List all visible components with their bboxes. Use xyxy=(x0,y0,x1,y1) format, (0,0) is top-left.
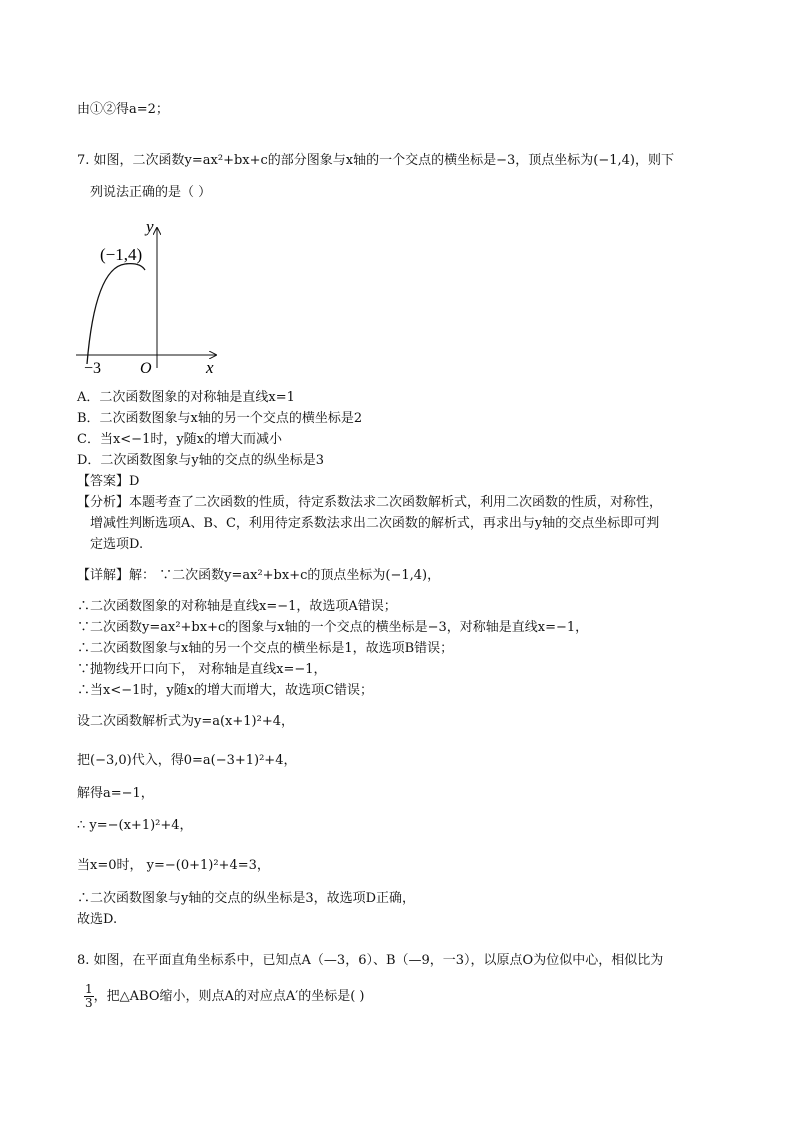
option-c: C．当x<−1时，y随x的增大而减小 xyxy=(77,432,283,447)
parabola-curve xyxy=(87,264,145,364)
detail-line-12: ∴二次函数图象与y轴的交点的纵坐标是3，故选项D正确， xyxy=(77,891,416,906)
detail-line-1: 【详解】解： ∵二次函数y=ax²+bx+c的顶点坐标为(−1,4)， xyxy=(77,568,441,583)
question-8-line-2-text: ，把△ABO缩小，则点A的对应点A′的坐标是( ) xyxy=(93,989,365,1004)
analysis-line-3: 定选项D. xyxy=(90,537,144,552)
y-axis-label: y xyxy=(146,218,154,236)
analysis-line-1: 【分析】本题考查了二次函数的性质，待定系数法求二次函数解析式，利用二次函数的性质，对称性， xyxy=(77,495,663,510)
detail-line-8: 把(−3,0)代入，得0=a(−3+1)²+4， xyxy=(77,753,297,768)
vertex-label: (−1,4) xyxy=(100,245,143,264)
origin-label: O xyxy=(140,360,152,377)
fraction-one-third xyxy=(84,983,94,1010)
parabola-figure xyxy=(70,218,230,378)
answer-line: 【答案】D xyxy=(77,474,140,489)
question-7-line-1: 7. 如图，二次函数y=ax²+bx+c的部分图象与x轴的一个交点的横坐标是−3，顶点坐标为(−1,4)，则下 xyxy=(77,153,674,168)
detail-line-13: 故选D. xyxy=(77,912,118,927)
option-b: B．二次函数图象与x轴的另一个交点的横坐标是2 xyxy=(77,411,363,426)
detail-line-7: 设二次函数解析式为y=a(x+1)²+4， xyxy=(77,714,295,729)
text-line: 由①②得a=2； xyxy=(77,102,169,117)
question-8-line-1: 8. 如图，在平面直角坐标系中，已知点A（—3，6）、B（—9，一3），以原点O为位似中心，相似比为 xyxy=(77,953,664,968)
detail-line-9: 解得a=−1， xyxy=(77,786,154,801)
fraction-numerator: 1 xyxy=(85,982,93,996)
detail-line-10: ∴ y=−(x+1)²+4， xyxy=(77,818,193,833)
detail-line-4: ∴二次函数图象与x轴的另一个交点的横坐标是1，故选项B错误； xyxy=(77,641,454,656)
root-label: −3 xyxy=(84,360,102,377)
option-d: D．二次函数图象与y轴的交点的纵坐标是3 xyxy=(77,453,325,468)
detail-line-11: 当x=0时， y=−(0+1)²+4=3， xyxy=(77,858,270,873)
x-axis-label: x xyxy=(206,358,214,377)
detail-line-2: ∴二次函数图象的对称轴是直线x=−1，故选项A错误； xyxy=(77,599,397,614)
question-7-line-2: 列说法正确的是（ ） xyxy=(90,185,212,200)
detail-line-5: ∵抛物线开口向下， 对称轴是直线x=−1， xyxy=(77,662,327,677)
analysis-line-2: 增减性判断选项A、B、C，利用待定系数法求出二次函数的解析式，再求出与y轴的交点坐标即可判 xyxy=(90,516,660,531)
detail-line-3: ∵二次函数y=ax²+bx+c的图象与x轴的一个交点的横坐标是−3，对称轴是直线x=−1， xyxy=(77,620,589,635)
fraction-denominator: 3 xyxy=(85,996,93,1010)
question-8-line-2 xyxy=(84,982,364,1012)
option-a: A．二次函数图象的对称轴是直线x=1 xyxy=(77,390,295,405)
detail-line-6: ∴当x<−1时，y随x的增大而增大，故选项C错误； xyxy=(77,683,374,698)
